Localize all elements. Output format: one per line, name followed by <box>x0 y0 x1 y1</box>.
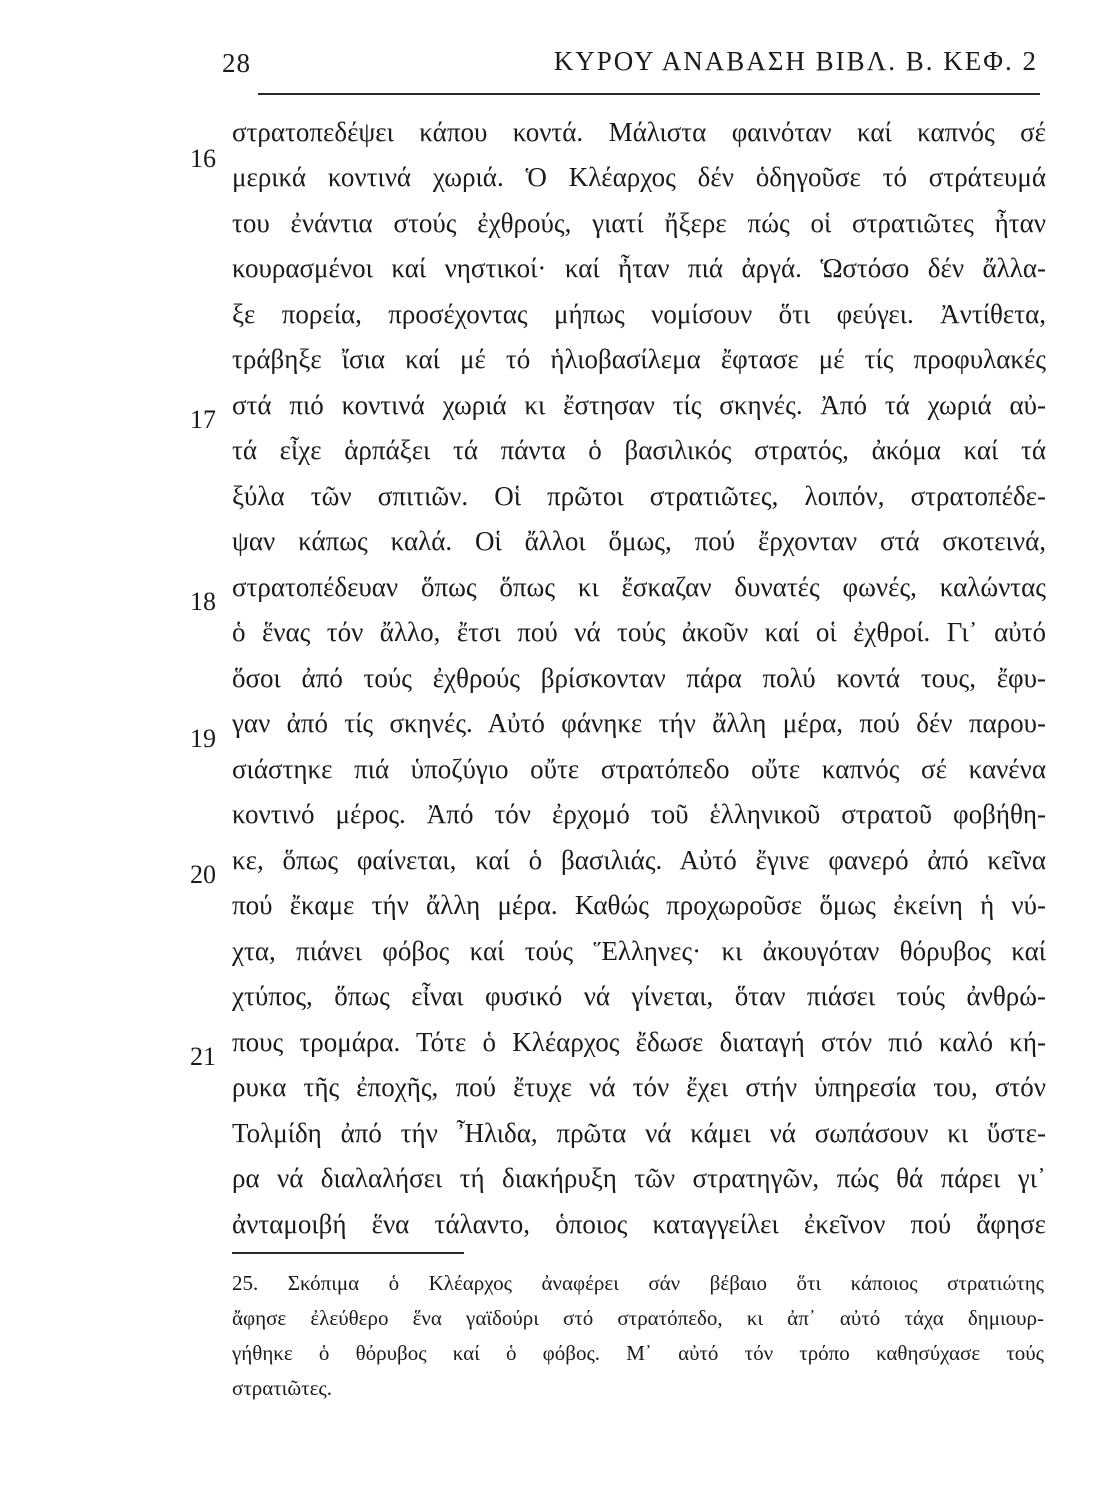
body-line: γαν ἀπό τίς σκηνές. Αὐτό φάνηκε τήν ἄλλη μέρα, πού δέν παρου- <box>232 708 1046 738</box>
body-line: χτύπος, ὅπως εἶναι φυσικό νά γίνεται, ὅταν πιάσει τούς ἀνθρώ- <box>232 981 1046 1011</box>
running-head: ΚΥΡΟΥ ΑΝΑΒΑΣΗ ΒΙΒΛ. Β. ΚΕΦ. 2 <box>553 46 1038 76</box>
body-line: στρατοπεδέψει κάπου κοντά. Μάλιστα φαινόταν καί καπνός σέ <box>232 117 1046 147</box>
margin-number-18: 18 <box>190 587 216 616</box>
body-line: μερικά κοντινά χωριά. Ὁ Κλέαρχος δέν ὁδηγοῦσε τό στράτευμά <box>232 162 1046 192</box>
body-line: στρατοπέδευαν ὅπως ὅπως κι ἔσκαζαν δυνατές φωνές, καλώντας <box>232 572 1046 602</box>
body-line: χτα, πιάνει φόβος καί τούς Ἕλληνες· κι ἀκουγόταν θόρυβος καί <box>232 936 1046 966</box>
margin-number-19: 19 <box>190 724 216 753</box>
body-line: ψαν κάπως καλά. Οἱ ἄλλοι ὅμως, πού ἔρχονταν στά σκοτεινά, <box>232 526 1046 556</box>
body-line: σιάστηκε πιά ὑποζύγιο οὔτε στρατόπεδο οὔτε καπνός σέ κανένα <box>232 754 1046 784</box>
footnote-line: 25. Σκόπιμα ὁ Κλέαρχος ἀναφέρει σάν βέβαιο ὅτι κάποιος στρατιώτης <box>232 1271 1044 1295</box>
footnote-line: ἄφησε ἐλεύθερο ἕνα γαϊδούρι στό στρατόπεδο, κι ἀπ᾽ αὐτό τάχα δημιουρ- <box>232 1306 1044 1330</box>
footnote-line: στρατιῶτες. <box>232 1376 332 1400</box>
body-line: πους τρομάρα. Τότε ὁ Κλέαρχος ἔδωσε διαταγή στόν πιό καλό κή- <box>232 1027 1046 1057</box>
body-line: τά εἶχε ἁρπάξει τά πάντα ὁ βασιλικός στρατός, ἀκόμα καί τά <box>232 435 1046 465</box>
body-line: ξύλα τῶν σπιτιῶν. Οἱ πρῶτοι στρατιῶτες, λοιπόν, στρατοπέδε- <box>232 481 1046 511</box>
body-line: ὁ ἕνας τόν ἄλλο, ἔτσι πού νά τούς ἀκοῦν καί οἱ ἐχθροί. Γι᾽ αὐτό <box>232 617 1046 647</box>
margin-number-21: 21 <box>190 1042 216 1071</box>
body-line: ρυκα τῆς ἐποχῆς, πού ἔτυχε νά τόν ἔχει στήν ὑπηρεσία του, στόν <box>232 1072 1046 1102</box>
body-line: Τολμίδη ἀπό τήν Ἦλιδα, πρῶτα νά κάμει νά σωπάσουν κι ὕστε- <box>232 1118 1046 1148</box>
footnote-line: γήθηκε ὁ θόρυβος καί ὁ φόβος. Μ᾽ αὐτό τόν τρόπο καθησύχασε τούς <box>232 1341 1044 1365</box>
body-line: κοντινό μέρος. Ἀπό τόν ἐρχομό τοῦ ἑλληνικοῦ στρατοῦ φοβήθη- <box>232 799 1046 829</box>
body-line: ξε πορεία, προσέχοντας μήπως νομίσουν ὅτι φεύγει. Ἀντίθετα, <box>232 299 1046 329</box>
margin-number-20: 20 <box>190 860 216 889</box>
body-line: ρα νά διαλαλήσει τή διακήρυξη τῶν στρατηγῶν, πώς θά πάρει γι᾽ <box>232 1163 1046 1193</box>
body-line: στά πιό κοντινά χωριά κι ἔστησαν τίς σκηνές. Ἀπό τά χωριά αὐ- <box>232 390 1046 420</box>
margin-number-16: 16 <box>190 144 216 173</box>
body-line: ἀνταμοιβή ἕνα τάλαντο, ὁποιος καταγγείλει ἐκεῖνον πού ἄφησε <box>232 1209 1046 1239</box>
body-line: πού ἔκαμε τήν ἄλλη μέρα. Καθώς προχωροῦσε ὅμως ἐκείνη ἡ νύ- <box>232 890 1046 920</box>
body-line: κουρασμένοι καί νηστικοί· καί ἦταν πιά ἀργά. Ὡστόσο δέν ἄλλα- <box>232 253 1046 283</box>
footnote-separator <box>232 1252 464 1254</box>
body-line: ὅσοι ἀπό τούς ἐχθρούς βρίσκονταν πάρα πολύ κοντά τους, ἔφυ- <box>232 663 1046 693</box>
body-line: του ἐνάντια στούς ἐχθρούς, γιατί ἤξερε πώς οἱ στρατιῶτες ἦταν <box>232 208 1046 238</box>
body-line: κε, ὅπως φαίνεται, καί ὁ βασιλιάς. Αὐτό ἔγινε φανερό ἀπό κεῖνα <box>232 845 1046 875</box>
margin-number-17: 17 <box>190 405 216 434</box>
body-line: τράβηξε ἴσια καί μέ τό ἡλιοβασίλεμα ἔφτασε μέ τίς προφυλακές <box>232 344 1046 374</box>
page-number: 28 <box>222 48 251 78</box>
